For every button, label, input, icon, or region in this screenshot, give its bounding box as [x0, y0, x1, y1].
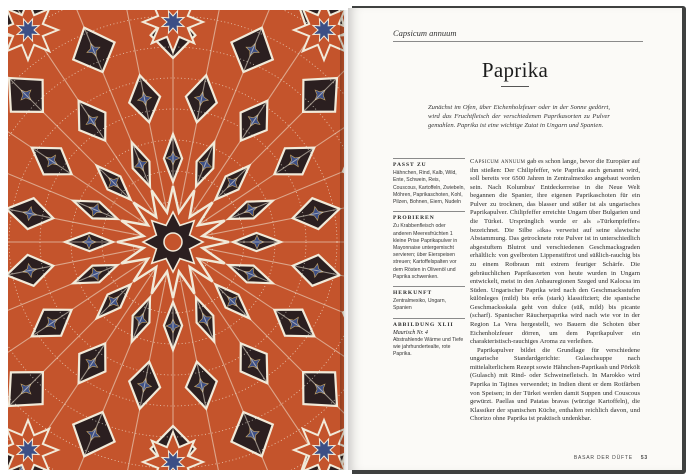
sidebar-block-probieren: [393, 211, 465, 281]
intro-text: Zunächst im Ofen, über Eichenholzfeuer oder in der Sonne gedörrt, wird das Fruchtfleisch der verschiedenen Paprikasorten zu Pulver gemahlen. Paprika ist eine wichtige Zutat in Ungarn und Spanien.: [428, 104, 610, 129]
sidebar-rule: [393, 286, 465, 287]
sidebar-heading: PASST ZU: [393, 162, 427, 168]
page-number: 53: [640, 455, 648, 461]
body-paragraph: [470, 158, 640, 347]
lead-in: Capsicum annuum: [470, 158, 526, 165]
sidebar-rule: [393, 158, 465, 159]
section-label: Capsicum annuum: [393, 28, 457, 38]
running-head: BASAR DER DÜFTE: [573, 455, 633, 461]
sidebar: [393, 158, 465, 364]
title-rule: [501, 86, 529, 87]
sidebar-rule: [393, 211, 465, 212]
illustration-page: [8, 10, 344, 470]
sidebar-text: Abstrahlende Wärme und Tiefe wie jahrhundertealte, rote Paprika.: [393, 337, 464, 358]
sidebar-block-herkunft: [393, 286, 465, 313]
body-paragraph: Paprikapulver bildet die Grundlage für verschiedene ungarische Standardgerichte: Gulaschsuppe nach mittelalterlichem Rezept sowie Hähnchen-Paprikash und Pörkölt (Gulasch) mit Rind- oder Schweinefleisch. In Marokko wird Paprika in Tajines verwendet; in Indien dient er dem Rotfärben von Speisen; in der Türkei werden damit Suppen und Couscous gewürzt. Paellas und Patatas bravas (würzige Kartoffeln), die Klassiker der spanischen Küche, enthalten reichlich davon, und Chorizo ohne Paprika ist praktisch undenkbar.: [470, 346, 640, 423]
sidebar-subheading: Maurisch Nr. 4: [393, 329, 428, 336]
sidebar-rule: [393, 318, 465, 319]
header-rule: [393, 41, 643, 42]
sidebar-block-abbildung: [393, 318, 465, 359]
sidebar-block-passt-zu: [393, 158, 465, 206]
paragraph-text: gab es schon lange, bevor die Europäer auf ihn stießen: Der Chilipfeffer, wie Paprika auch genannt wird, soll bereits vor 6500 Jahren in Zentralmexiko angebaut worden sein. Nach Kolumbus' Entdeckerreise in die Neue Welt begannen die Spanier, ihre eigenen Paprikaschoten für ein Pulver zu trocknen, das blasser und süßer ist als ungarisches Paprikapulver. Chilipfeffer erreichte Ungarn über Bulgarien und die Türkei. Ursprünglich wurde er als »Türkenpfeffer« bezeichnet. Die Silbe »ika« verweist auf seine slawische Abstammung. Das getrocknete rote Pulver ist in unterschiedlich abgestuftem Blutrot und verschiedenen Geschmacksgraden erhältlich: von gvelbroten Lippenstiftrot und süßlich-rauchig bis zu einem Rotbraun mit extrem feuriger Schärfe. Die gebräuchlichen Paprikasorten von heute wurden in Ungarn entwickelt, meist in den Anbauregionen Szeged und Kalocsa im Süden. Ungarischer Paprika wird nach den Geschmacksstufen különleges (mild) bis erős (stark) klassifiziert; die spanische Geschmacksskala geht von dulce (süß, mild) bis picante (scharf). Spanischer Räucherpaprika wird nach wie vor in der Region La Vera hergestellt, wo Bauern die Schoten über Eichenholzfeuer dörren, um dem Paprikapulver ein charakteristisch-rauchiges Aroma zu verleihen.: [470, 158, 640, 346]
sidebar-text: Zentralmexiko, Ungarn, Spanien: [393, 298, 446, 312]
sidebar-heading: PROBIEREN: [393, 215, 435, 222]
body-text: [470, 158, 640, 424]
page-footer: [348, 455, 648, 461]
pattern-center-boss: [164, 233, 182, 251]
sidebar-heading: ABBILDUNG XLII: [393, 321, 454, 328]
sidebar-text: Zu Krabbenfleisch oder anderen Meeresfrüchten 1 kleine Prise Paprikapulver in Mayonnaise untergemischt servieren; über Eierspeisen streuen; Kartoffelspalten vor dem Rösten in Olivenöl und Paprika schwenken.: [393, 223, 458, 280]
moorish-pattern-illustration: [8, 10, 344, 470]
sidebar-text: Hähnchen, Rind, Kalb, Wild, Ente, Schwein, Reis, Couscous, Kartoffeln, Zwiebeln, Möhren, Paprikaschoten, Kohl, Pilzen, Bohnen, Eiern, Nudeln: [393, 170, 465, 206]
page-title: Paprika: [481, 58, 549, 82]
text-page: [348, 8, 682, 470]
sidebar-heading: HERKUNFT: [393, 290, 433, 297]
